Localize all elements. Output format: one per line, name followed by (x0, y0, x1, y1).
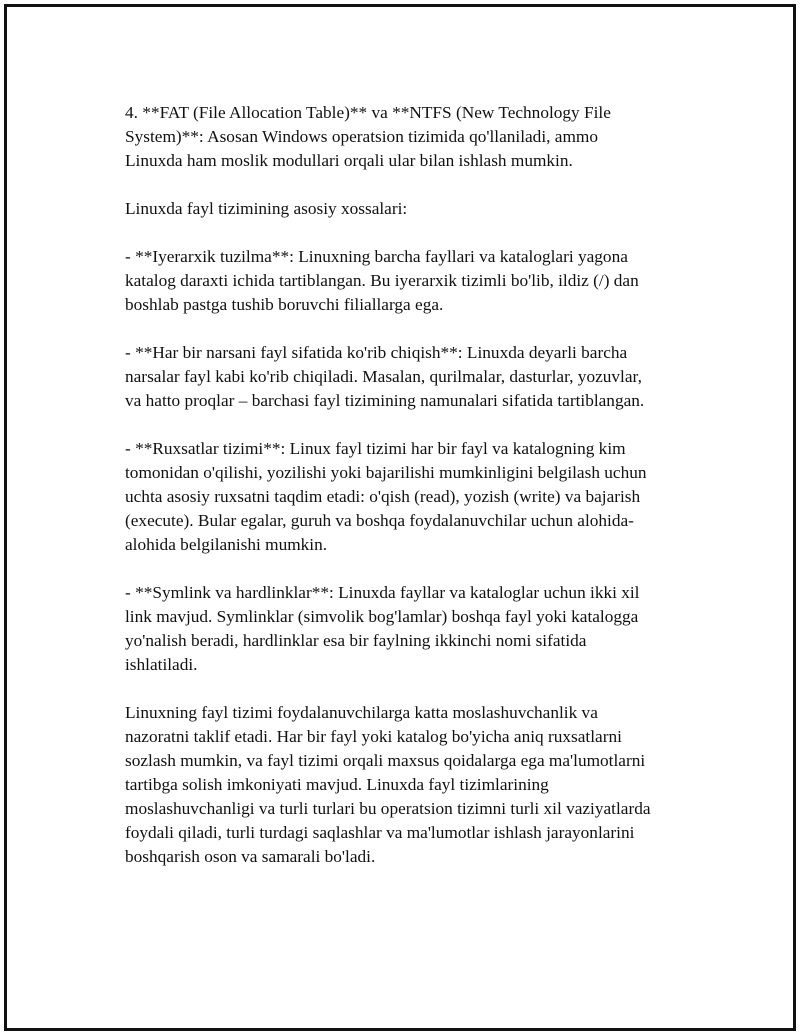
document-body (125, 101, 685, 893)
paragraph-permissions: - **Ruxsatlar tizimi**: Linux fayl tizimi har bir fayl va katalogning kim tomonidan o'qilishi, yozilishi yoki bajarilishi mumkinligini belgilash uchun uchta asosiy ruxsatni taqdim etadi: o'qish (read), yozish (write) va bajarish (execute). Bular egalar, guruh va boshqa foydalanuvchilar uchun alohida- alohida belgilanishi mumkin. (125, 439, 647, 554)
paragraph-conclusion: Linuxning fayl tizimi foydalanuvchilarga katta moslashuvchanlik va nazoratni taklif etadi. Har bir fayl yoki katalog bo'yicha aniq ruxsatlarni sozlash mumkin, va fayl tizimi orqali maxsus qoidalarga ega ma'lumotlarni tartibga solish imkoniyati mavjud. Linuxda fayl tizimlarining moslashuvchanligi va turli turlari bu operatsion tizimni turli xil vaziyatlarda foydali qiladi, turli turdagi saqlashlar va ma'lumotlar ishlash jarayonlarini boshqarish oson va samarali bo'ladi. (125, 703, 651, 866)
paragraph-links: - **Symlink va hardlinklar**: Linuxda fayllar va kataloglar uchun ikki xil link mavjud. Symlinklar (simvolik bog'lamlar) boshqa fayl yoki katalogga yo'nalish beradi, hardlinklar esa bir faylning ikkinchi nomi sifatida ishlatiladi. (125, 583, 640, 674)
paragraph-properties-heading: Linuxda fayl tizimining asosiy xossalari: (125, 199, 408, 218)
paragraph-fat-ntfs: 4. **FAT (File Allocation Table)** va **NTFS (New Technology File System)**: Asosan Windows operatsion tizimida qo'llaniladi, ammo Linuxda ham moslik modullari orqali ular bilan ishlash mumkin. (125, 103, 611, 170)
paragraph-hierarchy: - **Iyerarxik tuzilma**: Linuxning barcha fayllari va kataloglari yagona katalog daraxti ichida tartiblangan. Bu iyerarxik tizimli bo'lib, ildiz (/) dan boshlab pastga tushib boruvchi filiallarga ega. (125, 247, 639, 314)
page-frame (4, 4, 796, 1031)
paragraph-everything-is-file: - **Har bir narsani fayl sifatida ko'rib chiqish**: Linuxda deyarli barcha narsalar fayl kabi ko'rib chiqiladi. Masalan, qurilmalar, dasturlar, yozuvlar, va hatto proqlar – barchasi fayl tizimining namunalari sifatida tartiblangan. (125, 343, 645, 410)
